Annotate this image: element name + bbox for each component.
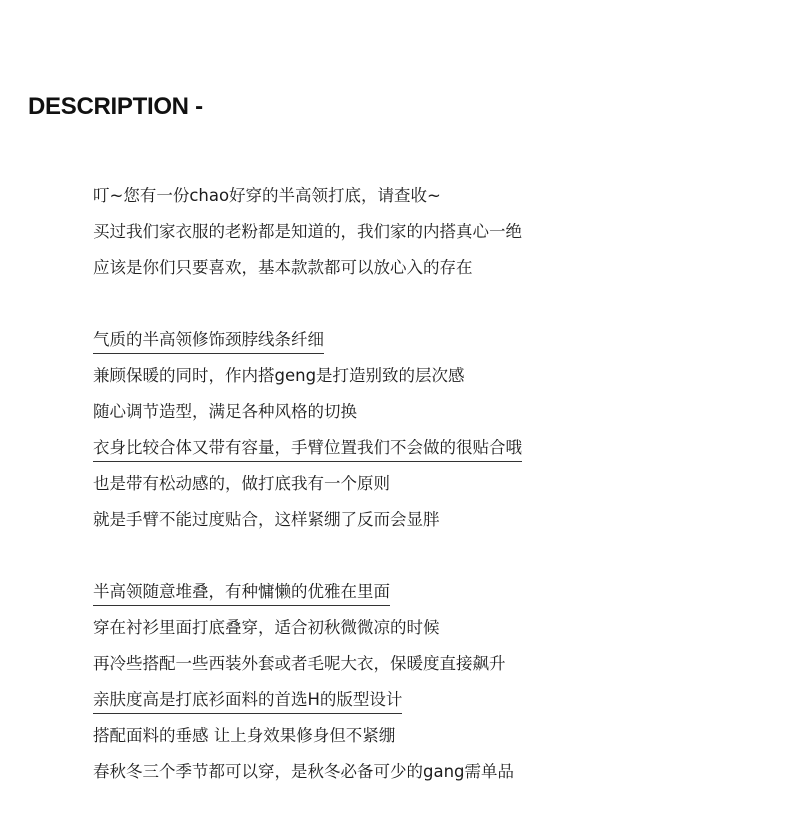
text-line-underlined: 衣身比较合体又带有容量，手臂位置我们不会做的很贴合哦 bbox=[93, 437, 522, 462]
text-line-underlined: 气质的半高领修饰颈脖线条纤细 bbox=[93, 329, 324, 354]
text-line: 随心调节造型，满足各种风格的切换 bbox=[93, 402, 357, 421]
text-line: 春秋冬三个季节都可以穿，是秋冬必备可少的gang需单品 bbox=[93, 762, 515, 781]
text-line: 搭配面料的垂感 让上身效果修身但不紧绷 bbox=[93, 726, 396, 745]
description-heading: DESCRIPTION - bbox=[28, 93, 203, 120]
text-line: 也是带有松动感的，做打底我有一个原则 bbox=[93, 474, 390, 493]
text-line: 兼顾保暖的同时，作内搭geng是打造别致的层次感 bbox=[93, 366, 465, 385]
text-line: 买过我们家衣服的老粉都是知道的，我们家的内搭真心一绝 bbox=[93, 222, 522, 241]
text-line: 应该是你们只要喜欢，基本款款都可以放心入的存在 bbox=[93, 258, 473, 277]
text-line: 穿在衬衫里面打底叠穿，适合初秋微微凉的时候 bbox=[93, 618, 440, 637]
text-line: 就是手臂不能过度贴合，这样紧绷了反而会显胖 bbox=[93, 510, 440, 529]
text-line-underlined: 半高领随意堆叠，有种慵懒的优雅在里面 bbox=[93, 581, 390, 606]
text-line: 叮~您有一份chao好穿的半高领打底，请查收~ bbox=[93, 186, 441, 205]
text-line-underlined: 亲肤度高是打底衫面料的首选H的版型设计 bbox=[93, 689, 402, 714]
text-line: 再冷些搭配一些西装外套或者毛呢大衣，保暖度直接飙升 bbox=[93, 654, 506, 673]
